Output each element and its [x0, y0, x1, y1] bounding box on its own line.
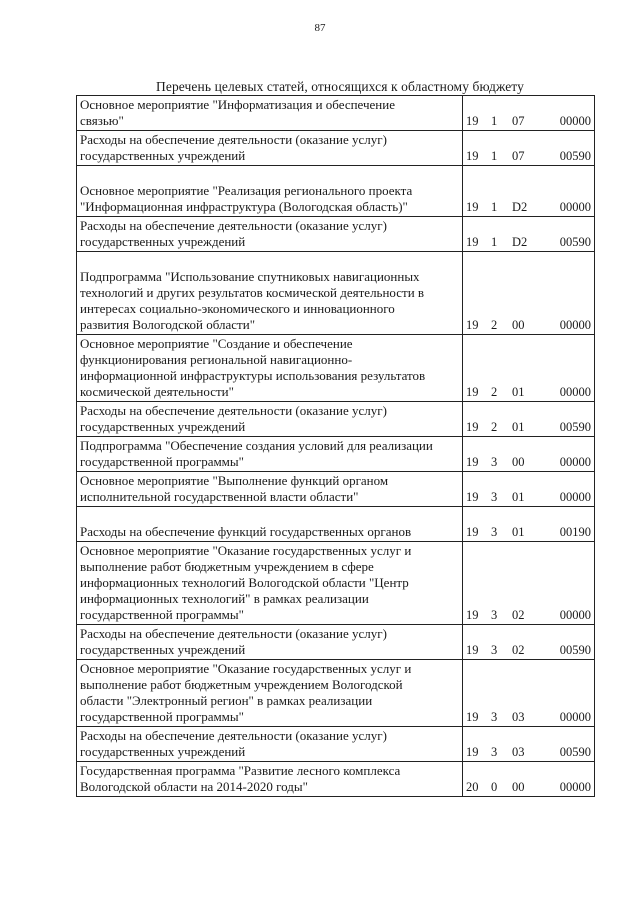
program-code: 19	[466, 490, 479, 504]
article-code-cell	[463, 660, 595, 727]
expense-direction-code: 00590	[559, 420, 591, 434]
article-name-cell	[77, 542, 463, 625]
article-code-cell	[463, 542, 595, 625]
article-code	[463, 779, 594, 795]
article-code-cell	[463, 762, 595, 797]
table-row	[77, 402, 595, 437]
article-name-line: информационных технологий Вологодской области "Центр	[80, 575, 409, 590]
article-name-line: технологий и других результатов космической деятельности в	[80, 285, 425, 300]
main-activity-code: 01	[512, 420, 525, 434]
expense-direction-code: 00590	[559, 149, 591, 163]
article-code-cell	[463, 727, 595, 762]
article-name-line: информационных технологий" в рамках реализации	[80, 591, 369, 606]
article-name-line: выполнение работ бюджетным учреждением в сфере	[80, 559, 374, 574]
article-name-cell	[77, 96, 463, 131]
article-name-cell	[77, 660, 463, 727]
article-name-cell	[77, 625, 463, 660]
expense-direction-code: 00590	[559, 235, 591, 249]
subprogram-code: 2	[491, 318, 498, 332]
expense-direction-code: 00000	[559, 385, 591, 399]
article-code	[463, 524, 594, 540]
main-activity-code: 00	[512, 780, 525, 794]
article-name-line: государственной программы"	[80, 709, 244, 724]
table-row	[77, 131, 595, 166]
program-code: 19	[466, 710, 479, 724]
program-code: 19	[466, 235, 479, 249]
article-code-cell	[463, 625, 595, 660]
program-code: 19	[466, 385, 479, 399]
article-code	[463, 384, 594, 400]
main-activity-code: 00	[512, 318, 525, 332]
article-name-cell	[77, 217, 463, 252]
article-name-line: информационной инфраструктуры использования результатов	[80, 368, 426, 383]
subprogram-code: 2	[491, 385, 498, 399]
article-code	[463, 489, 594, 505]
main-activity-code: 03	[512, 710, 525, 724]
article-name-line: Основное мероприятие "Информатизация и обеспечение	[80, 97, 395, 112]
article-name-cell	[77, 131, 463, 166]
article-code	[463, 148, 594, 164]
article-name-cell	[77, 252, 463, 335]
article-name-cell	[77, 507, 463, 542]
article-name-cell	[77, 727, 463, 762]
article-name-line: Расходы на обеспечение деятельности (оказание услуг)	[80, 132, 387, 147]
article-code-cell	[463, 507, 595, 542]
target-articles-table	[76, 95, 595, 797]
blank-line	[80, 508, 459, 524]
article-name-line: выполнение работ бюджетным учреждением Вологодской	[80, 677, 403, 692]
article-code	[463, 317, 594, 333]
program-code: 19	[466, 608, 479, 622]
program-code: 19	[466, 455, 479, 469]
subprogram-code: 2	[491, 420, 498, 434]
document-title: Перечень целевых статей, относящихся к областному бюджету	[156, 79, 524, 94]
program-code: 19	[466, 420, 479, 434]
article-name-cell	[77, 402, 463, 437]
table-row	[77, 542, 595, 625]
article-name-line: связью"	[80, 113, 124, 128]
expense-direction-code: 00000	[559, 780, 591, 794]
table-row	[77, 660, 595, 727]
article-code	[463, 113, 594, 129]
article-name-line: Основное мероприятие "Выполнение функций органом	[80, 473, 389, 488]
subprogram-code: 0	[491, 780, 498, 794]
subprogram-code: 3	[491, 525, 498, 539]
program-code: 19	[466, 643, 479, 657]
table-row	[77, 96, 595, 131]
article-name-line: Расходы на обеспечение деятельности (оказание услуг)	[80, 728, 387, 743]
main-activity-code: D2	[512, 200, 528, 214]
article-name-line: государственных учреждений	[80, 234, 246, 249]
main-activity-code: 01	[512, 525, 525, 539]
article-name-line: Расходы на обеспечение деятельности (оказание услуг)	[80, 218, 387, 233]
article-name-line: Подпрограмма "Использование спутниковых навигационных	[80, 269, 420, 284]
blank-line	[80, 167, 459, 183]
expense-direction-code: 00000	[559, 455, 591, 469]
article-code-cell	[463, 166, 595, 217]
article-name-line: Основное мероприятие "Оказание государственных услуг и	[80, 543, 412, 558]
article-code	[463, 234, 594, 250]
article-code	[463, 607, 594, 623]
program-code: 19	[466, 525, 479, 539]
table-row	[77, 335, 595, 402]
article-name-line: области "Электронный регион" в рамках реализации	[80, 693, 373, 708]
article-code-cell	[463, 252, 595, 335]
program-code: 19	[466, 745, 479, 759]
main-activity-code: 02	[512, 608, 525, 622]
subprogram-code: 1	[491, 149, 498, 163]
program-code: 20	[466, 780, 479, 794]
program-code: 19	[466, 318, 479, 332]
expense-direction-code: 00000	[559, 318, 591, 332]
article-name-cell	[77, 335, 463, 402]
article-code-cell	[463, 437, 595, 472]
article-code-cell	[463, 131, 595, 166]
article-name-cell	[77, 762, 463, 797]
expense-direction-code: 00000	[559, 710, 591, 724]
article-name-line: интересах социально-экономического и инновационного	[80, 301, 395, 316]
subprogram-code: 3	[491, 745, 498, 759]
article-name-line: Государственная программа "Развитие лесного комплекса	[80, 763, 401, 778]
expense-direction-code: 00590	[559, 643, 591, 657]
expense-direction-code: 00000	[559, 490, 591, 504]
expense-direction-code: 00590	[559, 745, 591, 759]
table-row	[77, 727, 595, 762]
main-activity-code: 03	[512, 745, 525, 759]
article-name-cell	[77, 437, 463, 472]
article-code	[463, 642, 594, 658]
main-activity-code: 01	[512, 385, 525, 399]
table-row	[77, 507, 595, 542]
article-name-line: государственных учреждений	[80, 744, 246, 759]
article-code-cell	[463, 472, 595, 507]
article-name-line: Расходы на обеспечение функций государственных органов	[80, 524, 412, 539]
article-code-cell	[463, 335, 595, 402]
article-name-line: Основное мероприятие "Оказание государственных услуг и	[80, 661, 412, 676]
program-code: 19	[466, 149, 479, 163]
article-code-cell	[463, 217, 595, 252]
article-name-cell	[77, 472, 463, 507]
article-code	[463, 744, 594, 760]
article-name-line: Подпрограмма "Обеспечение создания условий для реализации	[80, 438, 433, 453]
article-name-line: государственных учреждений	[80, 148, 246, 163]
expense-direction-code: 00000	[559, 114, 591, 128]
table-row	[77, 166, 595, 217]
page-number: 87	[314, 22, 326, 34]
table-row	[77, 252, 595, 335]
article-code	[463, 454, 594, 470]
article-name-cell	[77, 166, 463, 217]
table-body	[77, 96, 595, 797]
blank-line	[80, 253, 459, 269]
subprogram-code: 1	[491, 235, 498, 249]
article-code	[463, 709, 594, 725]
main-activity-code: 07	[512, 114, 525, 128]
main-activity-code: 02	[512, 643, 525, 657]
subprogram-code: 1	[491, 114, 498, 128]
article-name-line: Основное мероприятие "Реализация регионального проекта	[80, 183, 413, 198]
article-name-line: государственной программы"	[80, 607, 244, 622]
main-activity-code: D2	[512, 235, 528, 249]
main-activity-code: 01	[512, 490, 525, 504]
program-code: 19	[466, 200, 479, 214]
article-name-line: космической деятельности"	[80, 384, 234, 399]
article-name-line: Расходы на обеспечение деятельности (оказание услуг)	[80, 403, 387, 418]
table-row	[77, 762, 595, 797]
expense-direction-code: 00000	[559, 200, 591, 214]
article-name-line: Расходы на обеспечение деятельности (оказание услуг)	[80, 626, 387, 641]
table-row	[77, 217, 595, 252]
article-code	[463, 419, 594, 435]
article-code-cell	[463, 96, 595, 131]
main-activity-code: 00	[512, 455, 525, 469]
table-row	[77, 437, 595, 472]
article-name-line: функционирования региональной навигационно-	[80, 352, 353, 367]
article-name-line: государственных учреждений	[80, 419, 246, 434]
article-name-line: развития Вологодской области"	[80, 317, 255, 332]
table-row	[77, 625, 595, 660]
subprogram-code: 3	[491, 490, 498, 504]
article-name-line: государственных учреждений	[80, 642, 246, 657]
article-name-line: государственной программы"	[80, 454, 244, 469]
subprogram-code: 1	[491, 200, 498, 214]
subprogram-code: 3	[491, 643, 498, 657]
main-activity-code: 07	[512, 149, 525, 163]
article-name-line: Вологодской области на 2014-2020 годы"	[80, 779, 308, 794]
program-code: 19	[466, 114, 479, 128]
article-code	[463, 199, 594, 215]
article-code-cell	[463, 402, 595, 437]
subprogram-code: 3	[491, 710, 498, 724]
expense-direction-code: 00000	[559, 608, 591, 622]
subprogram-code: 3	[491, 608, 498, 622]
article-name-line: исполнительной государственной власти области"	[80, 489, 359, 504]
subprogram-code: 3	[491, 455, 498, 469]
article-name-line: "Информационная инфраструктура (Вологодская область)"	[80, 199, 408, 214]
article-name-line: Основное мероприятие "Создание и обеспечение	[80, 336, 353, 351]
expense-direction-code: 00190	[559, 525, 591, 539]
table-row	[77, 472, 595, 507]
